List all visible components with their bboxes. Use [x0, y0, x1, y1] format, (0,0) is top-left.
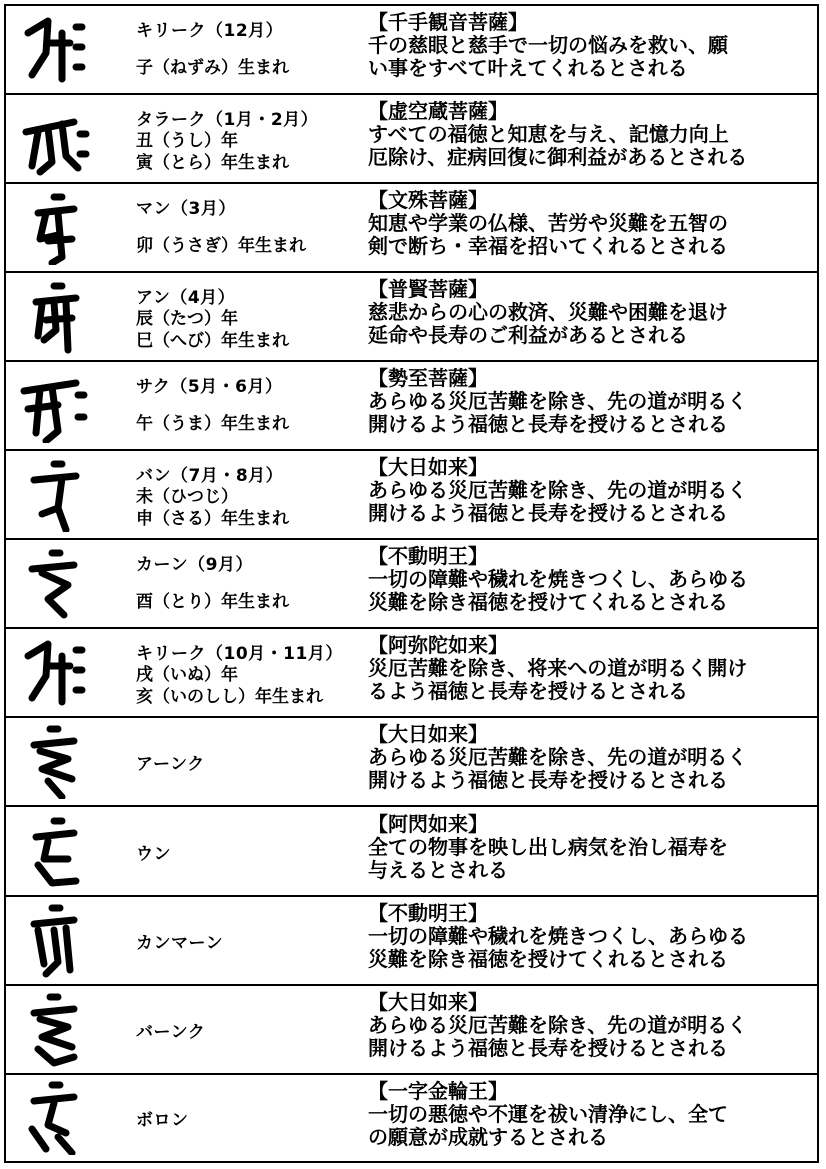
benefit-line: 災厄苦難を除き、将来への道が明るく開け [368, 656, 748, 680]
bonji-glyph-icon [18, 904, 92, 978]
benefit-line: 千の慈眼と慈手で一切の悩みを救い、願 [368, 33, 728, 57]
sanskrit-info [136, 808, 361, 895]
bonji-glyph-icon [18, 815, 92, 889]
deity-name: 【勢至菩薩】 [368, 366, 488, 390]
table-row [6, 897, 817, 986]
zodiac-label: 子（ねずみ）生まれ [136, 58, 289, 78]
zodiac-label: 戌（いぬ）年 [136, 665, 238, 685]
sanskrit-info [136, 629, 361, 716]
deity-description [368, 897, 814, 984]
benefit-line: るよう福徳と長寿を授けるとされる [368, 679, 688, 703]
deity-name: 【大日如来】 [368, 722, 488, 746]
deity-name: 【不動明王】 [368, 544, 488, 568]
sanskrit-name: ウン [136, 844, 171, 864]
bonji-glyph-icon [18, 369, 92, 443]
table-row [6, 1075, 817, 1161]
benefit-line: 一切の障難や穢れを焼きつくし、あらゆる [368, 924, 748, 948]
sanskrit-name: タラーク（1月・2月） [136, 110, 319, 130]
table-row [6, 718, 817, 807]
zodiac-label: 辰（たつ）年 [136, 309, 238, 329]
deity-name: 【不動明王】 [368, 901, 488, 925]
deity-description [368, 451, 814, 538]
benefit-line: 開けるよう福徳と長寿を授けるとされる [368, 1036, 728, 1060]
benefit-line: い事をすべて叶えてくれるとされる [368, 56, 688, 80]
deity-description [368, 986, 814, 1073]
sanskrit-info [136, 540, 361, 627]
benefit-line: 慈悲からの心の救済、災難や困難を退け [368, 300, 728, 324]
benefit-line: 災難を除き福徳を授けてくれるとされる [368, 590, 728, 614]
sanskrit-info [136, 6, 361, 93]
benefit-line: 開けるよう福徳と長寿を授けるとされる [368, 501, 728, 525]
table-row [6, 95, 817, 184]
deity-description [368, 6, 814, 93]
deity-name: 【普賢菩薩】 [368, 277, 488, 301]
deity-description [368, 718, 814, 805]
sanskrit-info [136, 273, 361, 360]
deity-name: 【大日如来】 [368, 990, 488, 1014]
table-row [6, 362, 817, 451]
sanskrit-name: キリーク（10月・11月） [136, 644, 343, 664]
bonji-glyph-icon [18, 280, 92, 354]
deity-name: 【阿閃如来】 [368, 812, 488, 836]
bonji-glyph-icon [18, 636, 92, 710]
zodiac-label: 酉（とり）年生まれ [136, 592, 289, 612]
sanskrit-name: マン（3月） [136, 199, 236, 219]
sanskrit-name: カーン（9月） [136, 555, 253, 575]
benefit-line: 開けるよう福徳と長寿を授けるとされる [368, 412, 728, 436]
benefit-line: 全ての物事を映し出し病気を治し福寿を [368, 835, 728, 859]
benefit-line: あらゆる災厄苦難を除き、先の道が明るく [368, 389, 748, 413]
deity-description [368, 184, 814, 271]
bonji-glyph-icon [18, 458, 92, 532]
zodiac-label: 卯（うさぎ）年生まれ [136, 236, 306, 256]
deity-name: 【一字金輪王】 [368, 1079, 508, 1103]
sanskrit-info [136, 362, 361, 449]
zodiac-label: 午（うま）年生まれ [136, 414, 289, 434]
benefit-line: 与えるとされる [368, 858, 508, 882]
deity-name: 【文殊菩薩】 [368, 188, 488, 212]
benefit-line: 知恵や学業の仏様、苦労や災難を五智の [368, 211, 728, 235]
deity-name: 【大日如来】 [368, 455, 488, 479]
benefit-line: 一切の障難や穢れを焼きつくし、あらゆる [368, 567, 748, 591]
benefit-line: すべての福徳と知恵を与え、記憶力向上 [368, 122, 729, 146]
sanskrit-info [136, 897, 361, 984]
benefit-line: 開けるよう福徳と長寿を授けるとされる [368, 768, 728, 792]
benefit-line: 剣で断ち・幸福を招いてくれるとされる [368, 234, 728, 258]
sanskrit-info [136, 1075, 361, 1161]
bonji-glyph-icon [18, 191, 92, 265]
bonji-glyph-icon [18, 725, 92, 799]
sanskrit-info [136, 451, 361, 538]
table-row [6, 451, 817, 540]
benefit-line: 一切の悪徳や不運を祓い清浄にし、全て [368, 1102, 728, 1126]
sanskrit-info [136, 718, 361, 805]
benefit-line: 災難を除き福徳を授けてくれるとされる [368, 947, 728, 971]
benefit-line: あらゆる災厄苦難を除き、先の道が明るく [368, 1013, 748, 1037]
benefit-line: の願意が成就するとされる [368, 1125, 608, 1149]
bonji-table [4, 4, 819, 1163]
bonji-glyph-icon [18, 102, 92, 176]
sanskrit-name: アーンク [136, 754, 205, 774]
table-row [6, 184, 817, 273]
sanskrit-name: キリーク（12月） [136, 21, 284, 41]
zodiac-label: 亥（いのしし）年生まれ [136, 687, 323, 707]
sanskrit-name: アン（4月） [136, 288, 236, 308]
deity-description [368, 808, 814, 895]
zodiac-label: 巳（へび）年生まれ [136, 331, 289, 351]
deity-name: 【千手観音菩薩】 [368, 10, 528, 34]
table-row [6, 808, 817, 897]
bonji-glyph-icon [18, 993, 92, 1067]
sanskrit-info [136, 184, 361, 271]
zodiac-label: 申（さる）年生まれ [136, 509, 289, 529]
table-row [6, 629, 817, 718]
sanskrit-name: ボロン [136, 1110, 189, 1131]
table-row [6, 273, 817, 362]
table-row [6, 986, 817, 1075]
deity-description [368, 95, 814, 182]
deity-description [368, 362, 814, 449]
zodiac-label: 未（ひつじ） [136, 487, 238, 507]
deity-description [368, 273, 814, 360]
deity-name: 【阿弥陀如来】 [368, 633, 508, 657]
benefit-line: あらゆる災厄苦難を除き、先の道が明るく [368, 745, 748, 769]
table-row [6, 540, 817, 629]
table-row [6, 6, 817, 95]
deity-description [368, 540, 814, 627]
benefit-line: あらゆる災厄苦難を除き、先の道が明るく [368, 478, 748, 502]
bonji-glyph-icon [18, 1081, 92, 1155]
sanskrit-name: バン（7月・8月） [136, 466, 284, 486]
bonji-glyph-icon [18, 547, 92, 621]
sanskrit-name: サク（5月・6月） [136, 377, 283, 397]
deity-description [368, 1075, 814, 1161]
sanskrit-name: バーンク [136, 1022, 206, 1042]
bonji-glyph-icon [18, 13, 92, 87]
sanskrit-name: カンマーン [136, 933, 224, 953]
zodiac-label: 丑（うし）年 [136, 131, 238, 151]
benefit-line: 延命や長寿のご利益があるとされる [368, 323, 688, 347]
sanskrit-info [136, 986, 361, 1073]
deity-description [368, 629, 814, 716]
benefit-line: 厄除け、症病回復に御利益があるとされる [368, 145, 748, 169]
deity-name: 【虚空蔵菩薩】 [368, 99, 508, 123]
sanskrit-info [136, 95, 361, 182]
zodiac-label: 寅（とら）年生まれ [136, 153, 289, 173]
